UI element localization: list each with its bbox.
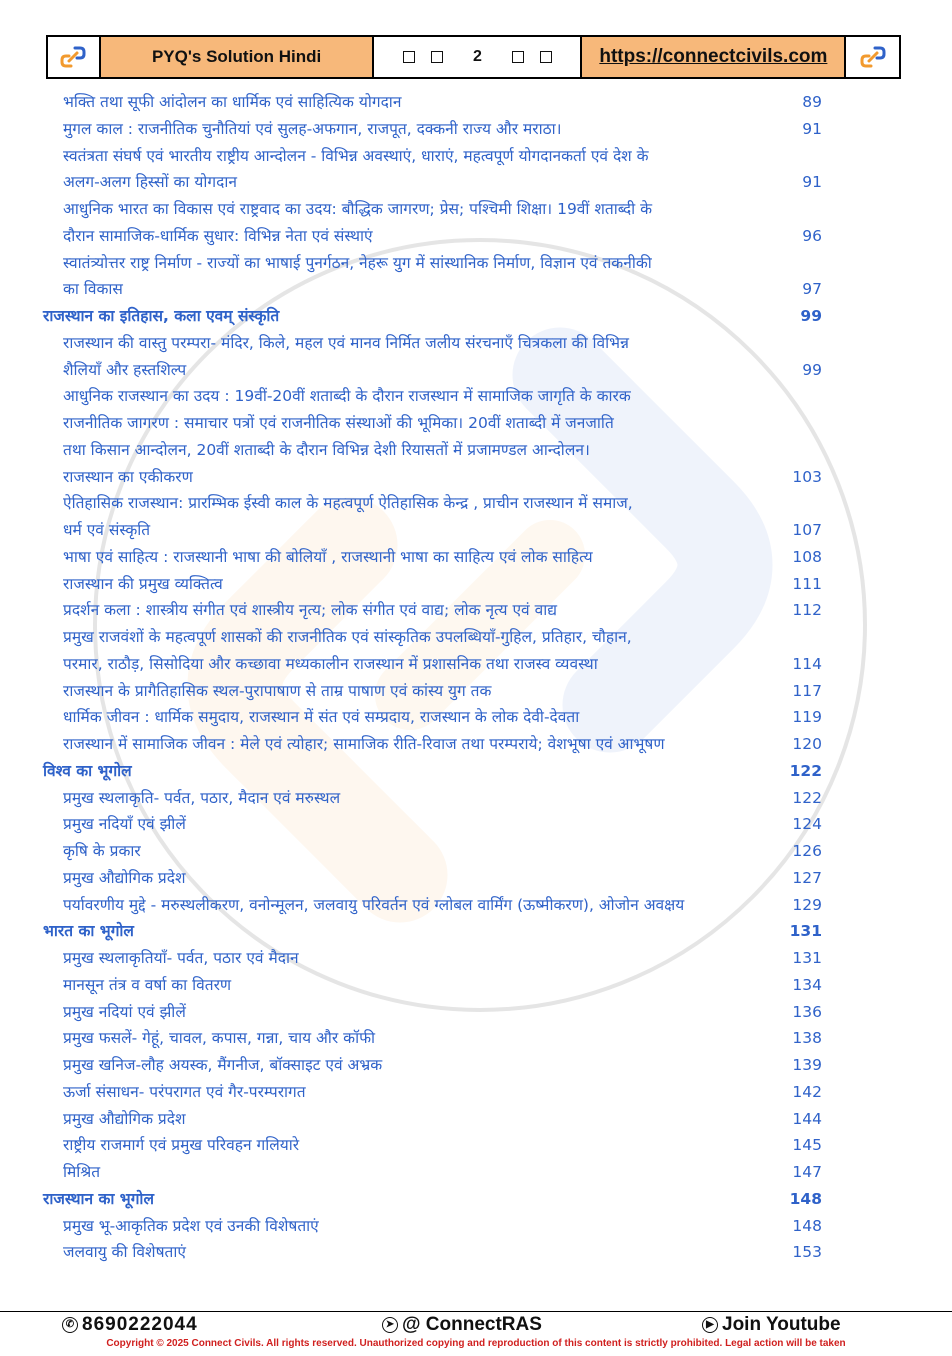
toc-entry-page: 122 — [792, 788, 822, 807]
toc-entry-title: आधुनिक भारत का विकास एवं राष्ट्रवाद का उदय: बौद्धिक जागरण; प्रेस; पश्चिमी शिक्षा। 19वीं शताब्दी के — [63, 200, 652, 218]
toc-entry-title: भक्ति तथा सूफी आंदोलन का धार्मिक एवं साहित्यिक योगदान — [63, 93, 402, 111]
toc-entry-page: 99 — [800, 307, 822, 325]
toc-entry-page: 153 — [792, 1243, 822, 1262]
toc-entry-title: भारत का भूगोल — [43, 922, 134, 941]
phone-icon: ✆ — [62, 1317, 78, 1333]
toc-entry-title: राजस्थान का भूगोल — [43, 1189, 154, 1208]
toc-entry-page: 139 — [792, 1056, 822, 1074]
footer-phone[interactable] — [62, 1314, 198, 1336]
link-icon — [858, 42, 888, 72]
toc-entry-title: शैलियाँ और हस्तशिल्प — [63, 360, 187, 379]
box-glyph — [512, 51, 524, 63]
toc-entry-title: तथा किसान आन्दोलन, 20वीं शताब्दी के दौरान विभिन्न देशी रियासतों में प्रजामण्डल आन्दोलन। — [63, 440, 590, 459]
toc-entry-title: का विकास — [63, 280, 123, 299]
toc-entry-page: 108 — [792, 547, 822, 566]
toc-entry-title: विश्व का भूगोल — [43, 761, 132, 780]
toc-entry-title: प्रमुख नदियाँ एवं झीलें — [63, 815, 186, 834]
header-title: PYQ's Solution Hindi — [101, 37, 375, 77]
youtube-label: Join Youtube — [722, 1314, 841, 1335]
toc-entry-title: कृषि के प्रकार — [63, 842, 141, 860]
toc-entry-title: आधुनिक राजस्थान का उदय : 19वीं-20वीं शताब्दी के दौरान राजस्थान में सामाजिक जागृति के कारक — [63, 387, 631, 406]
toc-entry-page: 107 — [792, 521, 822, 539]
header-logo-right — [846, 37, 899, 77]
box-glyph — [540, 51, 552, 63]
toc-entry-title: राजस्थान की वास्तु परम्परा- मंदिर, किले, महल एवं मानव निर्मित जलीय संरचनाएँ चित्रकला की विभिन्न — [63, 333, 629, 352]
toc-entry-title: अलग-अलग हिस्सों का योगदान — [63, 173, 237, 192]
toc-entry-title: प्रदर्शन कला : शास्त्रीय संगीत एवं शास्त्रीय नृत्य; लोक संगीत एवं वाद्य; लोक नृत्य एवं वाद्य — [63, 601, 557, 620]
toc-entry-page: 148 — [792, 1216, 822, 1235]
toc-entry-title: राजस्थान का एकीकरण — [63, 467, 193, 486]
toc-entry-title: जलवायु की विशेषताएं — [63, 1243, 186, 1262]
toc-entry-page: 144 — [792, 1109, 822, 1128]
toc-entry-page: 148 — [789, 1189, 822, 1208]
toc-entry-page: 114 — [792, 654, 822, 673]
toc-entry-title: राजनीतिक जागरण : समाचार पत्रों एवं राजनीतिक संस्थाओं की भूमिका। 20वीं शताब्दी में जनजाति — [63, 414, 614, 432]
toc-entry-title: प्रमुख फसलें- गेहूं, चावल, कपास, गन्ना, चाय और कॉफी — [63, 1029, 376, 1048]
phone-number: 8690222044 — [82, 1314, 198, 1335]
toc-entry-page: 119 — [792, 708, 822, 727]
toc-entry-title: स्वातंत्र्योत्तर राष्ट्र निर्माण - राज्यों का भाषाई पुनर्गठन, नेहरू युग में सांस्थानिक निर्माण, विज्ञान एवं तकनीकी — [63, 253, 652, 272]
toc-entry-page: 120 — [792, 735, 822, 753]
toc-entry-title: भाषा एवं साहित्य : राजस्थानी भाषा की बोलियाँ , राजस्थानी भाषा का साहित्य एवं लोक साहित्य — [63, 547, 593, 566]
toc-entry-page: 96 — [802, 226, 822, 245]
toc-entry-page: 103 — [792, 467, 822, 486]
toc-entry-title: मुगल काल : राजनीतिक चुनौतियां एवं सुलह-अफगान, राजपूत, दक्कनी राज्य और मराठा। — [63, 119, 562, 138]
toc-entry-page: 131 — [792, 949, 822, 967]
toc-entry-page: 99 — [802, 360, 822, 379]
page-header — [46, 35, 901, 79]
toc-entry-page: 138 — [792, 1029, 822, 1048]
toc-entry-title: ऐतिहासिक राजस्थान: प्रारम्भिक ईस्वी काल के महत्वपूर्ण ऐतिहासिक केन्द्र , प्राचीन राजस्थान में समाज, — [63, 494, 633, 513]
toc-entry-page: 126 — [792, 842, 822, 860]
toc-entry-title: राजस्थान के प्रागैतिहासिक स्थल-पुरापाषाण से ताम्र पाषाण एवं कांस्य युग तक — [63, 681, 492, 700]
toc-entry-title: राजस्थान की प्रमुख व्यक्तित्व — [63, 574, 223, 593]
toc-entry-title: प्रमुख औद्योगिक प्रदेश — [63, 1109, 186, 1128]
toc-entry-title: धर्म एवं संस्कृति — [63, 521, 151, 539]
toc-entry-page: 142 — [792, 1082, 822, 1101]
toc-entry-title: प्रमुख भू-आकृतिक प्रदेश एवं उनकी विशेषताएं — [63, 1216, 319, 1235]
header-page-number — [374, 37, 582, 77]
toc-entry-title: प्रमुख स्थलाकृति- पर्वत, पठार, मैदान एवं मरुस्थल — [63, 788, 341, 807]
toc-entry-page: 127 — [792, 868, 822, 887]
toc-entry-page: 97 — [802, 280, 822, 299]
page-footer — [0, 1314, 952, 1338]
toc-entry-page: 122 — [789, 761, 822, 780]
toc-entry-title: स्वतंत्रता संघर्ष एवं भारतीय राष्ट्रीय आन्दोलन - विभिन्न अवस्थाएं, धाराएं, महत्वपूर्ण योगदानकर्ता एवं देश के — [63, 146, 649, 165]
toc-entry-page: 117 — [792, 681, 822, 700]
telegram-icon: ➤ — [382, 1317, 398, 1333]
toc-entry-title: राजस्थान का इतिहास, कला एवम् संस्कृति — [43, 307, 280, 325]
toc-entry-page: 91 — [802, 119, 822, 138]
toc-entry-page: 136 — [792, 1002, 822, 1021]
telegram-handle: @ ConnectRAS — [402, 1314, 542, 1335]
page-number: 2 — [473, 48, 482, 65]
youtube-icon: ▶ — [702, 1317, 718, 1333]
toc-entry-title: राष्ट्रीय राजमार्ग एवं प्रमुख परिवहन गलियारे — [63, 1136, 300, 1155]
toc-entry-page: 129 — [792, 895, 822, 914]
box-glyph — [403, 51, 415, 63]
toc-entry-title: ऊर्जा संसाधन- परंपरागत एवं गैर-परम्परागत — [63, 1082, 306, 1101]
toc-entry-page: 147 — [792, 1163, 822, 1181]
toc-entry-title: पर्यावरणीय मुद्दे - मरुस्थलीकरण, वनोन्मूलन, जलवायु परिवर्तन एवं ग्लोबल वार्मिंग (ऊष्मीकरण), ओजोन अवक्षय — [63, 895, 685, 914]
toc-entry-page: 89 — [802, 93, 822, 111]
toc-entry-page: 145 — [792, 1136, 822, 1155]
footer-divider — [0, 1311, 952, 1312]
toc-entry-title: मानसून तंत्र व वर्षा का वितरण — [63, 975, 232, 994]
toc-entry-page: 134 — [792, 975, 822, 994]
toc-entry-title: मिश्रित — [63, 1163, 101, 1181]
toc-entry-title: दौरान सामाजिक-धार्मिक सुधार: विभिन्न नेता एवं संस्थाएं — [63, 226, 373, 245]
box-glyph — [431, 51, 443, 63]
toc-entry-page: 91 — [802, 173, 822, 192]
toc-entry-page: 112 — [792, 601, 822, 620]
footer-youtube[interactable] — [702, 1314, 841, 1336]
footer-telegram[interactable] — [382, 1314, 542, 1336]
toc-entry-page: 124 — [792, 815, 822, 834]
header-url-link[interactable]: https://connectcivils.com — [582, 37, 846, 77]
toc-entry-page: 131 — [789, 922, 822, 941]
toc-entry-title: प्रमुख खनिज-लौह अयस्क, मैंगनीज, बॉक्साइट एवं अभ्रक — [63, 1056, 383, 1074]
header-logo-left — [48, 37, 101, 77]
toc-entry-title: परमार, राठौड़, सिसोदिया और कच्छावा मध्यकालीन राजस्थान में प्रशासनिक तथा राजस्व व्यवस्था — [63, 654, 598, 673]
toc-entry-title: प्रमुख राजवंशों के महत्वपूर्ण शासकों की राजनीतिक एवं सांस्कृतिक उपलब्धियाँ-गुहिल, प्रतिहार, चौहान, — [63, 628, 632, 646]
toc-entry-title: प्रमुख नदियां एवं झीलें — [63, 1002, 186, 1021]
toc-entry-title: राजस्थान में सामाजिक जीवन : मेले एवं त्योहार; सामाजिक रीति-रिवाज तथा परम्पराये; वेशभूषा एवं आभूषण — [63, 735, 665, 753]
toc-entry-page: 111 — [792, 574, 822, 593]
copyright-notice: Copyright © 2025 Connect Civils. All rights reserved. Unauthorized copying and reproduction of this content is strictly prohibited. Legal action will be taken — [106, 1338, 846, 1349]
link-icon — [58, 42, 88, 72]
toc-entry-title: प्रमुख औद्योगिक प्रदेश — [63, 868, 186, 887]
toc-entry-title: धार्मिक जीवन : धार्मिक समुदाय, राजस्थान में संत एवं सम्प्रदाय, राजस्थान के लोक देवी-देवता — [63, 708, 580, 727]
toc-entry-title: प्रमुख स्थलाकृतियाँ- पर्वत, पठार एवं मैदान — [63, 949, 299, 967]
